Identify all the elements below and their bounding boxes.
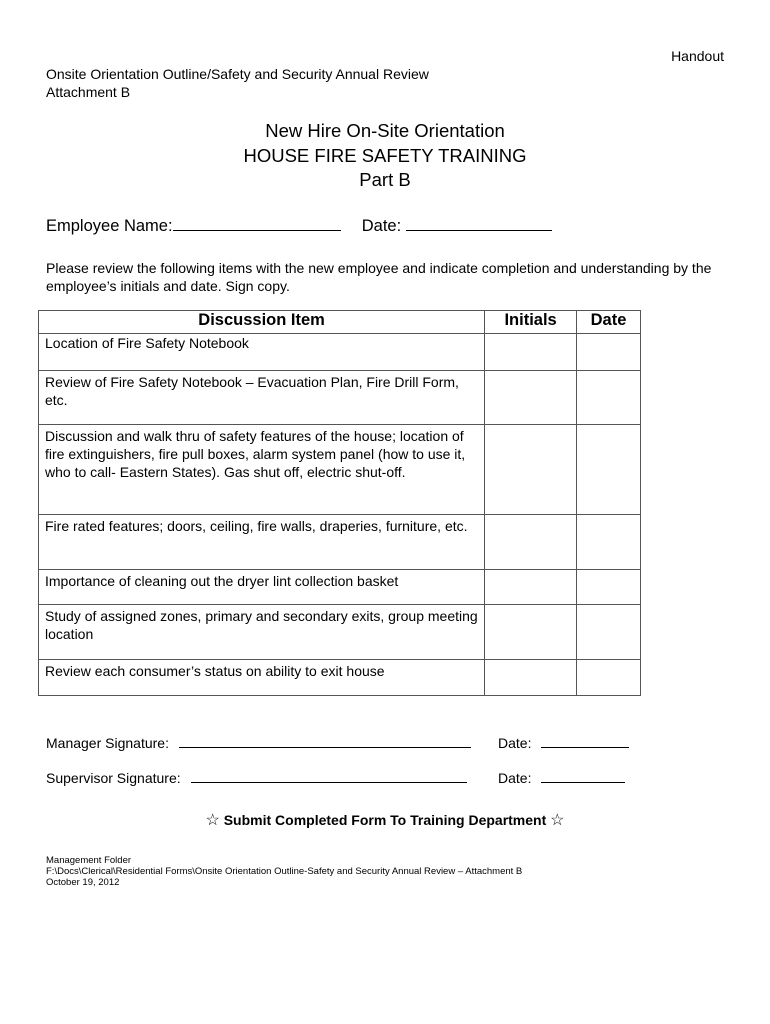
date-cell[interactable] bbox=[577, 660, 641, 696]
star-icon: ☆ bbox=[205, 812, 220, 829]
discussion-item-cell: Fire rated features; doors, ceiling, fire walls, draperies, furniture, etc. bbox=[39, 515, 485, 570]
employee-name-field[interactable] bbox=[173, 214, 341, 231]
discussion-item-cell: Review each consumer’s status on ability to exit house bbox=[39, 660, 485, 696]
instructions-text: Please review the following items with the new employee and indicate completion and understanding by the employee’s initials and date. Sign copy. bbox=[46, 260, 712, 294]
date-cell[interactable] bbox=[577, 334, 641, 371]
manager-date-field[interactable] bbox=[541, 731, 629, 748]
footer-line-3: October 19, 2012 bbox=[46, 877, 120, 888]
manager-signature-label: Manager Signature: bbox=[46, 735, 169, 751]
date-cell[interactable] bbox=[577, 371, 641, 425]
document-title-line-1: New Hire On-Site Orientation bbox=[265, 120, 505, 141]
discussion-item-cell: Discussion and walk thru of safety features of the house; location of fire extinguishers, fire pull boxes, alarm system panel (how to use it, who to call- Eastern States). Gas shut off, electric shut-off. bbox=[39, 425, 485, 515]
initials-cell[interactable] bbox=[485, 605, 577, 660]
employee-name-label: Employee Name: bbox=[46, 217, 173, 235]
employee-date-label: Date: bbox=[361, 217, 402, 235]
initials-cell[interactable] bbox=[485, 515, 577, 570]
initials-cell[interactable] bbox=[485, 570, 577, 605]
table-row bbox=[39, 515, 641, 570]
initials-cell[interactable] bbox=[485, 371, 577, 425]
footer-line-2: F:\Docs\Clerical\Residential Forms\Onsite Orientation Outline-Safety and Security Annual Review – Attachment B bbox=[46, 866, 523, 877]
handout-label: Handout bbox=[671, 48, 724, 64]
date-cell[interactable] bbox=[577, 425, 641, 515]
manager-signature-field[interactable] bbox=[179, 731, 471, 748]
date-cell[interactable] bbox=[577, 515, 641, 570]
supervisor-date-field[interactable] bbox=[541, 766, 625, 783]
document-title-line-2: HOUSE FIRE SAFETY TRAINING bbox=[243, 145, 527, 166]
date-cell[interactable] bbox=[577, 605, 641, 660]
table-row bbox=[39, 605, 641, 660]
document-title-line-3: Part B bbox=[359, 169, 411, 190]
initials-cell[interactable] bbox=[485, 334, 577, 371]
table-row bbox=[39, 425, 641, 515]
submit-instruction bbox=[0, 810, 770, 830]
header-date: Date bbox=[577, 311, 641, 334]
table-header-row bbox=[39, 311, 641, 334]
initials-cell[interactable] bbox=[485, 425, 577, 515]
table-row bbox=[39, 371, 641, 425]
supervisor-signature-field[interactable] bbox=[191, 766, 467, 783]
initials-cell[interactable] bbox=[485, 660, 577, 696]
header-line-2: Attachment B bbox=[46, 84, 131, 100]
discussion-item-cell: Importance of cleaning out the dryer lint collection basket bbox=[39, 570, 485, 605]
header-initials: Initials bbox=[485, 311, 577, 334]
supervisor-date-label: Date: bbox=[498, 770, 532, 786]
header-line-1: Onsite Orientation Outline/Safety and Security Annual Review bbox=[46, 66, 429, 82]
header-discussion-item: Discussion Item bbox=[39, 311, 485, 334]
employee-date-field[interactable] bbox=[406, 214, 552, 231]
table-row bbox=[39, 660, 641, 696]
table-row bbox=[39, 570, 641, 605]
discussion-item-cell: Study of assigned zones, primary and secondary exits, group meeting location bbox=[39, 605, 485, 660]
star-icon: ☆ bbox=[550, 812, 565, 829]
employee-row bbox=[46, 214, 552, 236]
manager-date-label: Date: bbox=[498, 735, 532, 751]
manager-signature-row bbox=[46, 731, 686, 751]
discussion-item-cell: Location of Fire Safety Notebook bbox=[39, 334, 485, 371]
table-row bbox=[39, 334, 641, 371]
date-cell[interactable] bbox=[577, 570, 641, 605]
supervisor-signature-label: Supervisor Signature: bbox=[46, 770, 181, 786]
submit-text: Submit Completed Form To Training Department bbox=[223, 812, 547, 828]
discussion-table bbox=[38, 310, 641, 696]
discussion-item-cell: Review of Fire Safety Notebook – Evacuation Plan, Fire Drill Form, etc. bbox=[39, 371, 485, 425]
supervisor-signature-row bbox=[46, 766, 686, 786]
footer-line-1: Management Folder bbox=[46, 855, 132, 866]
